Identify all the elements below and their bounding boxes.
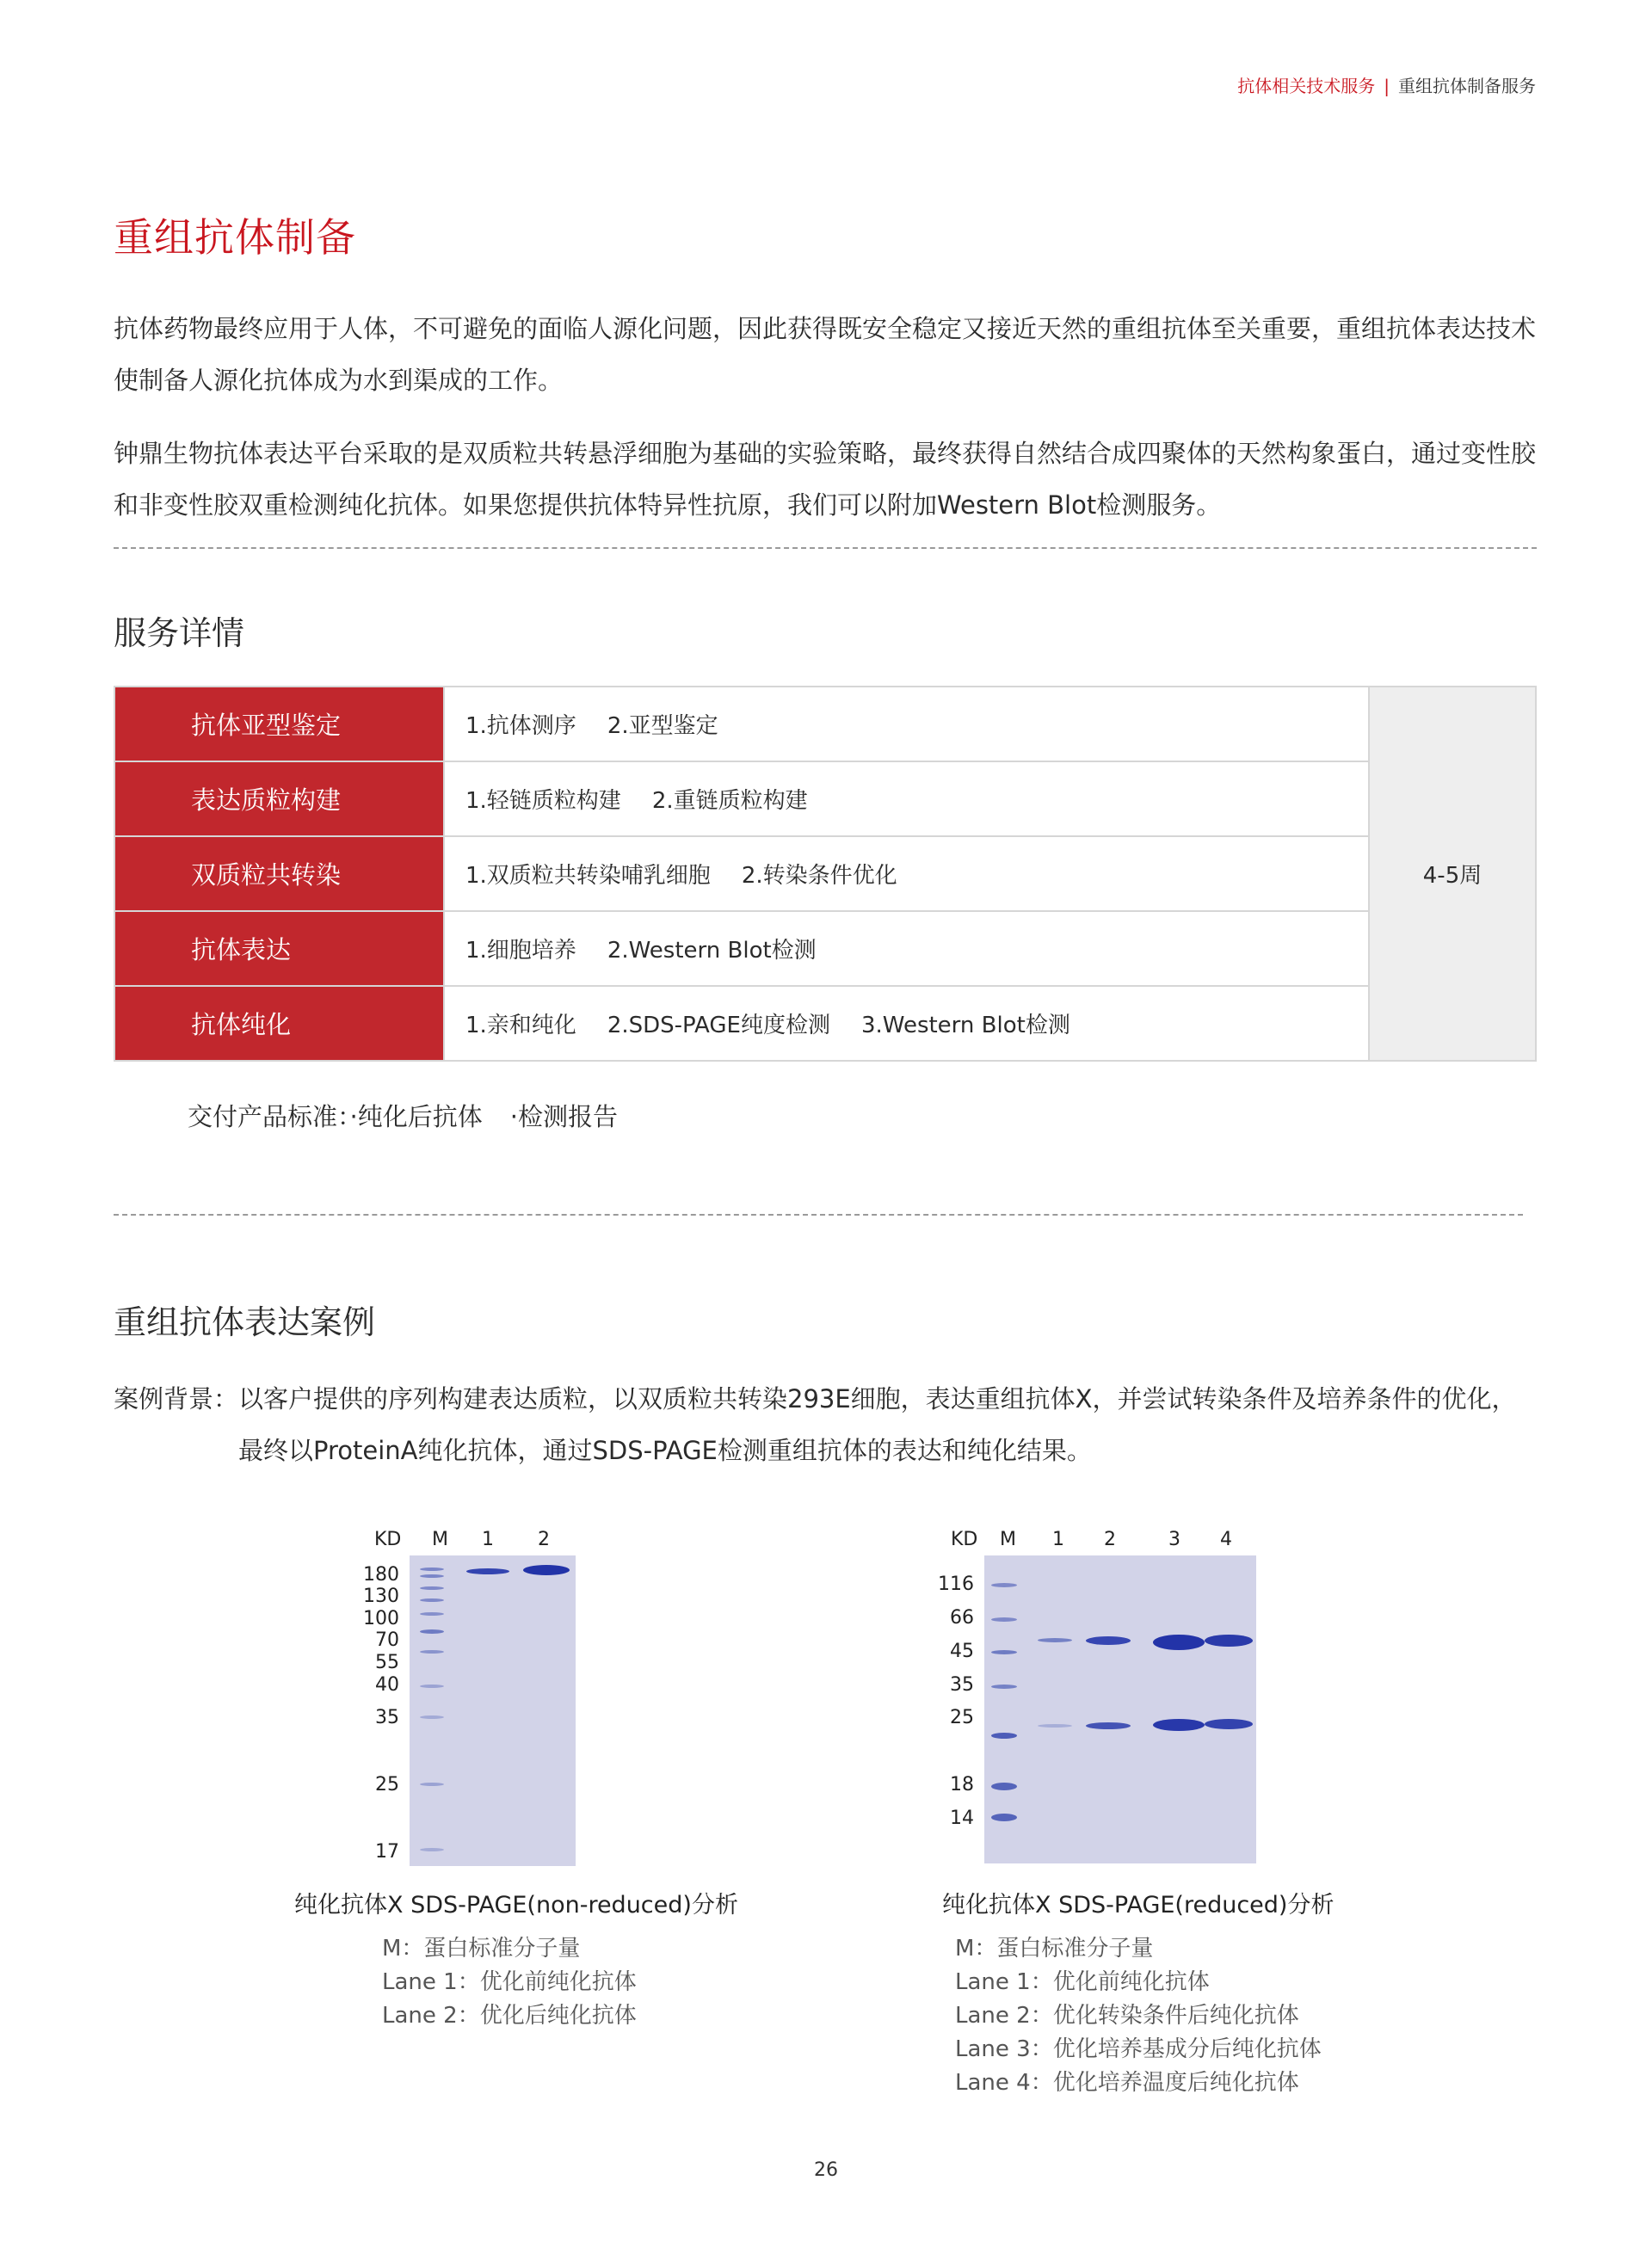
gel2-lane-label: 3 bbox=[1168, 1529, 1180, 1550]
gel2-lane-label: 4 bbox=[1220, 1529, 1232, 1550]
row-details bbox=[444, 836, 1369, 911]
detail-item: 2.Western Blot检测 bbox=[607, 938, 817, 964]
gel1-legend bbox=[382, 1932, 637, 2033]
legend-item: Lane 1：优化前纯化抗体 bbox=[955, 1969, 1210, 1995]
detail-item: 1.轻链质粒构建 bbox=[465, 788, 621, 814]
gel2-caption: 纯化抗体X SDS-PAGE(reduced)分析 bbox=[942, 1892, 1335, 1919]
gel1-kd-label: KD bbox=[374, 1529, 402, 1550]
row-label: 抗体亚型鉴定 bbox=[114, 687, 444, 761]
table-row bbox=[114, 687, 1536, 761]
gel1-marker-label: 40 bbox=[375, 1674, 399, 1696]
delivery-item: ·纯化后抗体 bbox=[349, 1102, 483, 1131]
gel1-image bbox=[410, 1555, 576, 1866]
gel2-marker-label: 14 bbox=[950, 1808, 974, 1829]
table-row bbox=[114, 836, 1536, 911]
case-background-line-1: 案例背景：以客户提供的序列构建表达质粒，以双质粒共转染293E细胞，表达重组抗体X，并尝试转染条件及培养条件的优化， bbox=[114, 1384, 1517, 1414]
header-separator: | bbox=[1384, 76, 1390, 96]
row-details bbox=[444, 687, 1369, 761]
row-label: 抗体表达 bbox=[114, 911, 444, 986]
page-number: 26 bbox=[814, 2159, 838, 2181]
detail-item: 1.亲和纯化 bbox=[465, 1013, 576, 1038]
detail-item: 3.Western Blot检测 bbox=[860, 1013, 1070, 1038]
intro-paragraph-2: 钟鼎生物抗体表达平台采取的是双质粒共转悬浮细胞为基础的实验策略，最终获得自然结合成四聚体的天然构象蛋白，通过变性胶和非变性胶双重检测纯化抗体。如果您提供抗体特异性抗原，我们可以附加Western Blot检测服务。 bbox=[114, 439, 1537, 520]
gel2-image bbox=[984, 1555, 1256, 1863]
gel2-marker-label: 116 bbox=[938, 1574, 974, 1595]
row-details bbox=[444, 986, 1369, 1061]
legend-item: Lane 2：优化后纯化抗体 bbox=[382, 2003, 637, 2029]
divider bbox=[114, 1214, 1523, 1216]
legend-item: M：蛋白标准分子量 bbox=[955, 1936, 1154, 1962]
detail-item: 2.亚型鉴定 bbox=[607, 713, 718, 739]
header-topic: 重组抗体制备服务 bbox=[1398, 76, 1536, 96]
gel2-marker-label: 35 bbox=[950, 1674, 974, 1696]
duration-cell: 4-5周 bbox=[1369, 687, 1536, 1061]
legend-item: Lane 3：优化培养基成分后纯化抗体 bbox=[955, 2036, 1322, 2062]
header-section: 抗体相关技术服务 bbox=[1237, 76, 1376, 96]
gel2-marker-label: 25 bbox=[950, 1707, 974, 1728]
gel1-lane-label: 2 bbox=[538, 1529, 550, 1550]
row-label: 双质粒共转染 bbox=[114, 836, 444, 911]
gel1-lane-label: M bbox=[432, 1529, 448, 1550]
gel2-lane-label: 1 bbox=[1052, 1529, 1064, 1550]
detail-item: 2.重链质粒构建 bbox=[651, 788, 808, 814]
legend-item: M：蛋白标准分子量 bbox=[382, 1936, 581, 1962]
detail-item: 2.SDS-PAGE纯度检测 bbox=[607, 1013, 830, 1038]
page-header bbox=[1237, 72, 1536, 97]
detail-item: 1.细胞培养 bbox=[465, 938, 576, 964]
gel2-lane-label: M bbox=[1000, 1529, 1016, 1550]
gel2-marker-label: 18 bbox=[950, 1774, 974, 1795]
case-background-line-2: 最终以ProteinA纯化抗体，通过SDS-PAGE检测重组抗体的表达和纯化结果。 bbox=[238, 1436, 1092, 1465]
gel2-marker-label: 45 bbox=[950, 1641, 974, 1662]
service-heading: 服务详情 bbox=[114, 614, 245, 652]
delivery-standard bbox=[188, 1098, 645, 1133]
delivery-item: ·检测报告 bbox=[509, 1102, 618, 1131]
page-title: 重组抗体制备 bbox=[114, 214, 356, 261]
divider bbox=[114, 547, 1537, 549]
row-details bbox=[444, 761, 1369, 836]
row-label: 表达质粒构建 bbox=[114, 761, 444, 836]
legend-item: Lane 2：优化转染条件后纯化抗体 bbox=[955, 2003, 1299, 2029]
gel1-marker-label: 55 bbox=[375, 1652, 399, 1673]
table-row bbox=[114, 986, 1536, 1061]
row-details bbox=[444, 911, 1369, 986]
gel1-marker-label: 17 bbox=[375, 1841, 399, 1863]
detail-item: 1.双质粒共转染哺乳细胞 bbox=[465, 863, 711, 889]
table-row bbox=[114, 761, 1536, 836]
gel1-marker-label: 100 bbox=[363, 1608, 399, 1629]
gel2-kd-label: KD bbox=[951, 1529, 978, 1550]
table-row bbox=[114, 911, 1536, 986]
legend-item: Lane 4：优化培养温度后纯化抗体 bbox=[955, 2070, 1299, 2096]
legend-item: Lane 1：优化前纯化抗体 bbox=[382, 1969, 637, 1995]
case-heading: 重组抗体表达案例 bbox=[114, 1303, 376, 1341]
service-table bbox=[114, 686, 1537, 1062]
gel2-marker-label: 66 bbox=[950, 1607, 974, 1629]
gel1-marker-label: 180 bbox=[363, 1564, 399, 1586]
gel2-lane-label: 2 bbox=[1104, 1529, 1116, 1550]
gel1-caption: 纯化抗体X SDS-PAGE(non-reduced)分析 bbox=[294, 1892, 738, 1919]
gel1-lane-label: 1 bbox=[482, 1529, 494, 1550]
delivery-label: 交付产品标准： bbox=[188, 1102, 350, 1131]
gel1-marker-label: 130 bbox=[363, 1586, 399, 1607]
detail-item: 1.抗体测序 bbox=[465, 713, 576, 739]
intro-paragraph-1: 抗体药物最终应用于人体，不可避免的面临人源化问题，因此获得既安全稳定又接近天然的重组抗体至关重要，重组抗体表达技术使制备人源化抗体成为水到渠成的工作。 bbox=[114, 314, 1537, 395]
gel2-legend bbox=[955, 1932, 1322, 2100]
gel1-marker-label: 70 bbox=[375, 1629, 399, 1651]
row-label: 抗体纯化 bbox=[114, 986, 444, 1061]
gel1-marker-label: 25 bbox=[375, 1774, 399, 1795]
detail-item: 2.转染条件优化 bbox=[741, 863, 897, 889]
gel1-marker-label: 35 bbox=[375, 1707, 399, 1728]
